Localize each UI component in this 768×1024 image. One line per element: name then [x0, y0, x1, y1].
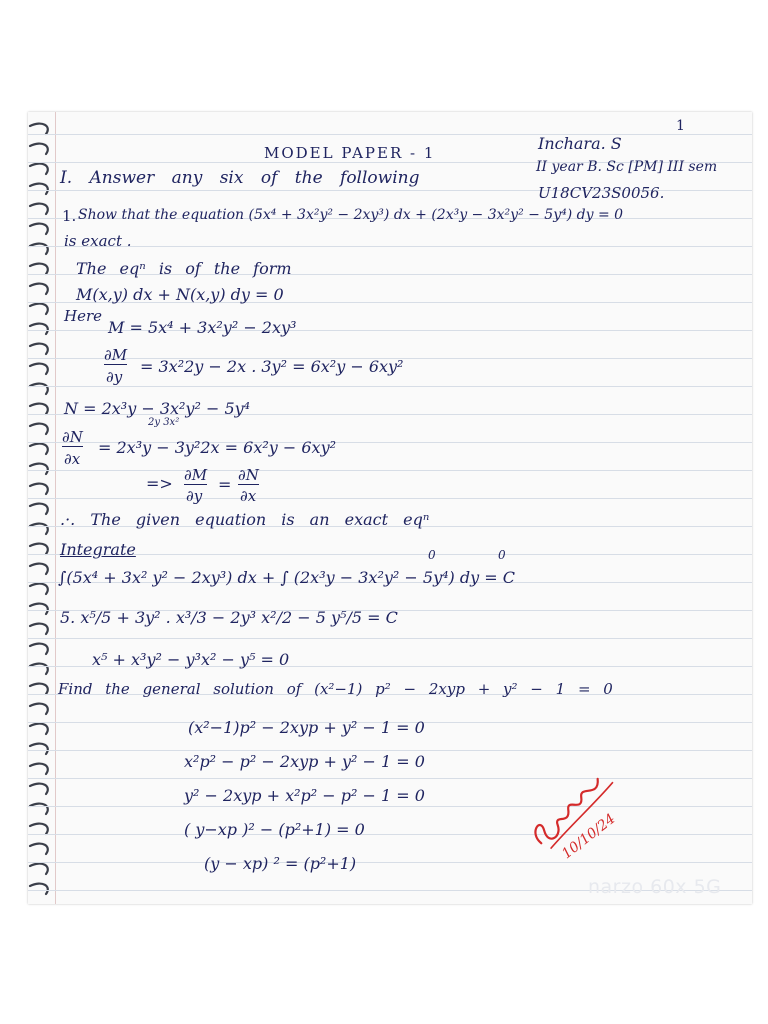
result-line: x⁵ + x³y² − y³x² − y⁵ = 0	[92, 650, 290, 669]
spiral-ring	[30, 504, 48, 514]
ruled-line	[28, 834, 752, 835]
ruled-line	[28, 386, 752, 387]
integral-line: ∫(5x⁴ + 3x² y² − 2xy³) dx + ∫ (2x³y − 3x²y² − 5y⁴) dy = C	[58, 568, 515, 587]
ruled-line	[28, 778, 752, 779]
ruled-line	[28, 554, 752, 555]
solution-step: (x²−1)p² − 2xyp + y² − 1 = 0	[188, 718, 425, 737]
implies-arrow: =>	[146, 474, 173, 493]
margin-line	[55, 112, 56, 904]
spiral-ring	[30, 144, 48, 154]
spiral-ring	[30, 424, 48, 434]
equation-line: N = 2x³y − 3x²y² − 5y⁴	[64, 399, 251, 418]
equation-line: M(x,y) dx + N(x,y) dy = 0	[76, 285, 284, 304]
ruled-line	[28, 498, 752, 499]
fraction-bottom: ∂y	[106, 368, 123, 386]
equals-sign: =	[218, 475, 232, 494]
instruction: I. Answer any six of the following	[60, 168, 420, 188]
spiral-ring	[30, 324, 48, 334]
spiral-ring	[30, 124, 48, 134]
student-name: Inchara. S	[538, 134, 622, 153]
ruled-line	[28, 638, 752, 639]
cancel-mark: 0	[428, 548, 436, 562]
spiral-ring	[30, 744, 48, 754]
ruled-line	[28, 862, 752, 863]
page-number: 1	[676, 118, 685, 134]
spiral-ring	[30, 704, 48, 714]
spiral-ring	[30, 544, 48, 554]
equation-line: M = 5x⁴ + 3x²y² − 2xy³	[108, 318, 297, 337]
fraction-top: ∂M	[104, 346, 128, 364]
spiral-ring	[30, 344, 48, 354]
spiral-ring	[30, 464, 48, 474]
equation-line: = 2x³y − 3y²2x = 6x²y − 6xy²	[98, 438, 337, 457]
spiral-ring	[30, 204, 48, 214]
spiral-ring	[30, 584, 48, 594]
equation-line: = 3x²2y − 2x . 3y² = 6x²y − 6xy²	[140, 357, 404, 376]
spiral-ring	[30, 724, 48, 734]
spiral-ring	[30, 824, 48, 834]
question-1-number: 1.	[62, 207, 77, 225]
question-2-prompt: Find the general solution of (x²−1) p² − 2xyp + y² − 1 = 0	[58, 680, 613, 698]
spiral-ring	[30, 364, 48, 374]
spiral-ring	[30, 644, 48, 654]
ruled-line	[28, 134, 752, 135]
conclusion-line: .·. The given equation is an exact eqⁿ	[60, 510, 430, 529]
spiral-ring	[30, 264, 48, 274]
result-line: 5. x⁵/5 + 3y² . x³/3 − 2y³ x²/2 − 5 y⁵/5 = C	[60, 608, 398, 627]
solution-step: (y − xp) ² = (p²+1)	[204, 854, 357, 873]
fraction-bottom: ∂x	[64, 450, 81, 468]
cancel-mark: 0	[498, 548, 506, 562]
fraction-top: ∂M	[184, 466, 208, 484]
spiral-ring	[30, 164, 48, 174]
heading-integrate: Integrate	[60, 540, 136, 559]
register-number: U18CV23S0056.	[538, 184, 665, 202]
spiral-ring	[30, 864, 48, 874]
spiral-ring	[30, 404, 48, 414]
text-line: The eqⁿ is of the form	[76, 259, 292, 278]
camera-watermark: narzo 60x 5G	[588, 876, 722, 898]
spiral-ring	[30, 684, 48, 694]
question-1-prompt: Show that the equation (5x⁴ + 3x²y² − 2xy³) dx + (2x³y − 3x²y² − 5y⁴) dy = 0	[78, 207, 624, 223]
spiral-ring	[30, 784, 48, 794]
ruled-line	[28, 750, 752, 751]
teacher-signature	[512, 748, 654, 887]
spiral-ring	[30, 284, 48, 294]
solution-step: ( y−xp )² − (p²+1) = 0	[184, 820, 365, 839]
paper-title: MODEL PAPER - 1	[264, 144, 436, 162]
fraction-bottom: ∂x	[240, 487, 257, 505]
spiral-binding	[28, 112, 58, 904]
spiral-ring	[30, 844, 48, 854]
ruled-line	[28, 470, 752, 471]
solution-step: x²p² − p² − 2xyp + y² − 1 = 0	[184, 752, 425, 771]
spiral-ring	[30, 764, 48, 774]
fraction-bottom: ∂y	[186, 487, 203, 505]
course-info: II year B. Sc [PM] III sem	[536, 159, 718, 175]
spiral-ring	[30, 304, 48, 314]
fraction-top: ∂N	[62, 428, 83, 446]
spiral-ring	[30, 484, 48, 494]
ruled-line	[28, 246, 752, 247]
annotation: 2y 3x²	[148, 417, 180, 428]
spiral-ring	[30, 884, 48, 894]
spiral-ring	[30, 564, 48, 574]
spiral-ring	[30, 604, 48, 614]
notebook-page	[28, 112, 752, 904]
spiral-ring	[30, 184, 48, 194]
spiral-ring	[30, 624, 48, 634]
spiral-ring	[30, 444, 48, 454]
text-line: Here	[64, 307, 103, 325]
question-1-prompt-cont: is exact .	[64, 232, 132, 250]
spiral-ring	[30, 224, 48, 234]
fraction-top: ∂N	[238, 466, 259, 484]
solution-step: y² − 2xyp + x²p² − p² − 1 = 0	[184, 786, 425, 805]
signature-date: 10/10/24	[559, 810, 619, 863]
